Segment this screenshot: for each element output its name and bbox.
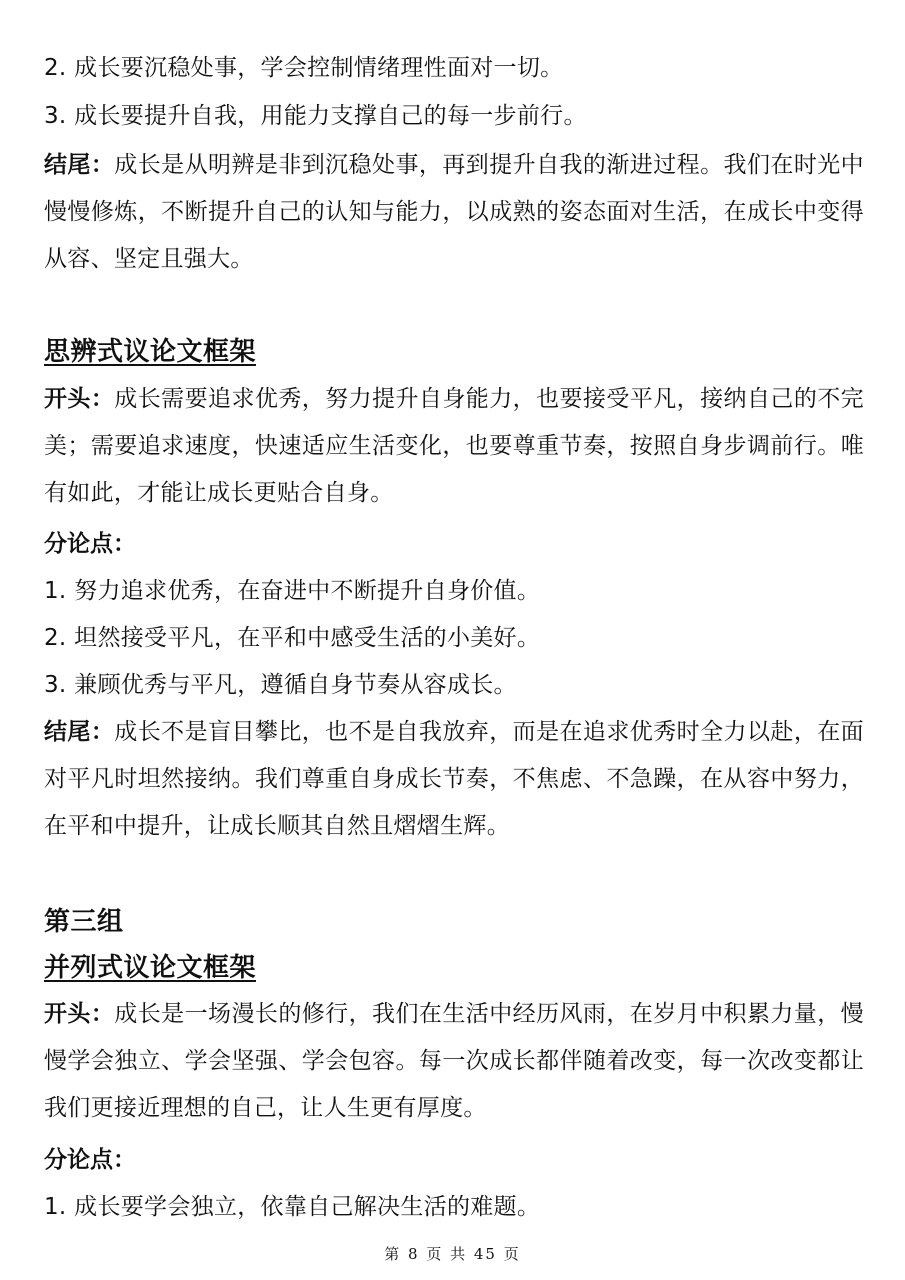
ending-text: 成长是从明辨是非到沉稳处事，再到提升自我的渐进过程。我们在时光中慢慢修炼，不断提升自己的认知与能力，以成熟的姿态面对生活，在成长中变得从容、坚定且强大。 (44, 152, 864, 272)
point-item: 1. 努力追求优秀，在奋进中不断提升自身价值。 (44, 578, 541, 604)
point-item: 3. 成长要提升自我，用能力支撑自己的每一步前行。 (44, 103, 587, 129)
points-label: 分论点： (44, 531, 136, 557)
page-number: 第 8 页 共 45 页 (384, 1245, 521, 1263)
ending-text: 成长不是盲目攀比，也不是自我放弃，而是在追求优秀时全力以赴，在面对平凡时坦然接纳。我们尊重自身成长节奏，不焦虑、不急躁，在从容中努力，在平和中提升，让成长顺其自然且熠熠生辉。 (44, 719, 864, 839)
group-title: 第三组 (44, 907, 124, 937)
ending-paragraph (44, 709, 864, 850)
point-item: 1. 成长要学会独立，依靠自己解决生活的难题。 (44, 1194, 541, 1220)
opening-text: 成长是一场漫长的修行，我们在生活中经历风雨，在岁月中积累力量，慢慢学会独立、学会坚强、学会包容。每一次成长都伴随着改变，每一次改变都让我们更接近理想的自己，让人生更有厚度。 (44, 1001, 864, 1121)
point-item: 2. 成长要沉稳处事，学会控制情绪理性面对一切。 (44, 55, 564, 81)
section-title: 并列式议论文框架 (44, 953, 257, 983)
ending-label: 结尾： (44, 719, 115, 745)
points-label: 分论点： (44, 1147, 136, 1173)
ending-label: 结尾： (44, 152, 115, 178)
opening-paragraph (44, 991, 864, 1132)
section-title: 思辨式议论文框架 (44, 337, 257, 367)
ending-paragraph (44, 142, 864, 283)
point-item: 2. 坦然接受平凡，在平和中感受生活的小美好。 (44, 625, 541, 651)
opening-paragraph (44, 376, 864, 517)
opening-label: 开头： (44, 386, 115, 412)
opening-label: 开头： (44, 1001, 115, 1027)
point-item: 3. 兼顾优秀与平凡，遵循自身节奏从容成长。 (44, 672, 517, 698)
opening-text: 成长需要追求优秀，努力提升自身能力，也要接受平凡，接纳自己的不完美；需要追求速度，快速适应生活变化，也要尊重节奏，按照自身步调前行。唯有如此，才能让成长更贴合自身。 (44, 386, 864, 506)
